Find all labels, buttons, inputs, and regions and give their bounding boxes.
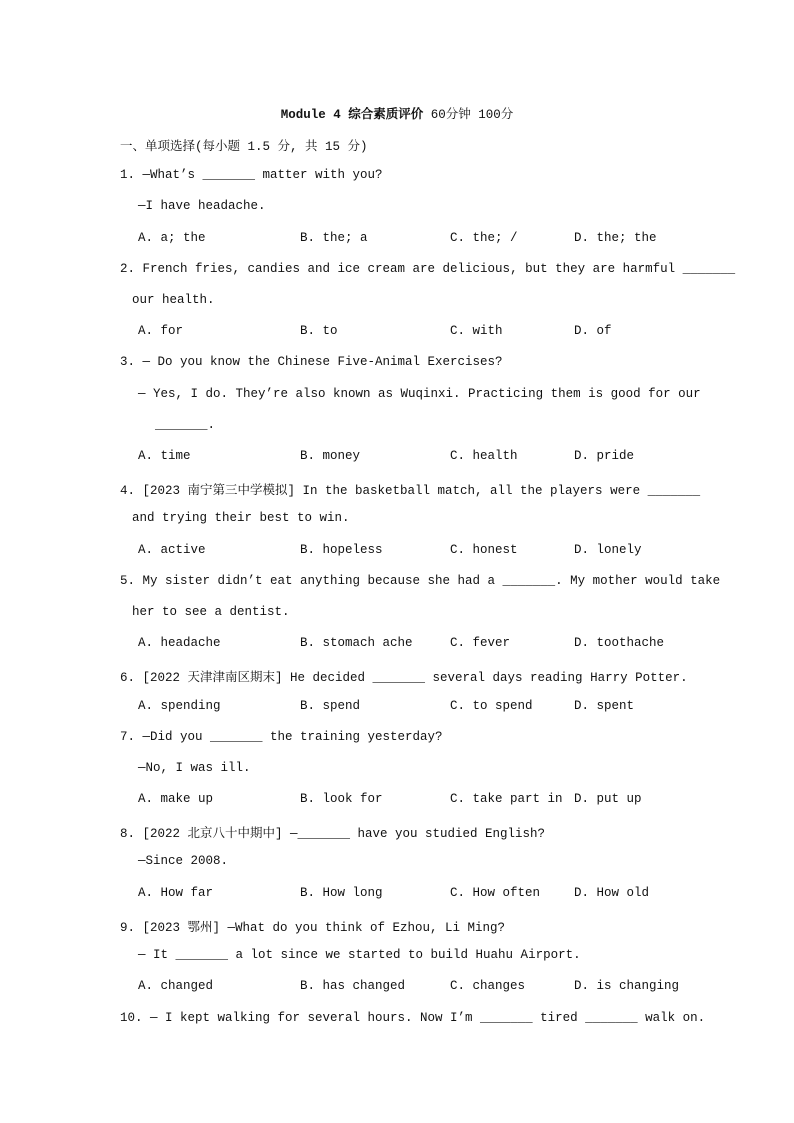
question-stem: 7. —Did you _______ the training yesterday? bbox=[120, 730, 443, 744]
answer-option: D. spent bbox=[574, 699, 635, 713]
answer-option: B. How long bbox=[300, 886, 383, 900]
answer-option: B. look for bbox=[300, 792, 383, 806]
answer-option: C. with bbox=[450, 324, 503, 338]
question-stem: 8. [2022 北京八十中期中] —_______ have you studied English? bbox=[120, 827, 546, 841]
title-time-score: 60分钟 100分 bbox=[430, 108, 514, 122]
answer-option: C. health bbox=[450, 449, 518, 463]
question-line: — It _______ a lot since we started to build Huahu Airport. bbox=[138, 948, 581, 962]
answer-option: A. headache bbox=[138, 636, 221, 650]
question-line: our health. bbox=[132, 293, 215, 307]
answer-option: B. money bbox=[300, 449, 361, 463]
question-line: and trying their best to win. bbox=[132, 511, 350, 525]
question-stem: 1. —What’s _______ matter with you? bbox=[120, 168, 383, 182]
answer-option: D. How old bbox=[574, 886, 650, 900]
answer-option: A. time bbox=[138, 449, 191, 463]
page-title bbox=[0, 104, 794, 122]
answer-option: D. toothache bbox=[574, 636, 665, 650]
title-main: Module 4 综合素质评价 bbox=[280, 108, 424, 122]
answer-option: C. take part in bbox=[450, 792, 563, 806]
question-stem: 4. [2023 南宁第三中学模拟] In the basketball match, all the players were _______ bbox=[120, 484, 701, 498]
answer-option: A. spending bbox=[138, 699, 221, 713]
answer-option: C. changes bbox=[450, 979, 526, 993]
answer-option: D. the; the bbox=[574, 231, 657, 245]
answer-option: D. lonely bbox=[574, 543, 642, 557]
question-line: _______. bbox=[155, 418, 216, 432]
answer-option: B. hopeless bbox=[300, 543, 383, 557]
question-line: her to see a dentist. bbox=[132, 605, 290, 619]
answer-option: A. changed bbox=[138, 979, 214, 993]
answer-option: C. the; / bbox=[450, 231, 518, 245]
question-stem: 10. — I kept walking for several hours. Now I’m _______ tired _______ walk on. bbox=[120, 1011, 706, 1025]
answer-option: B. to bbox=[300, 324, 338, 338]
answer-option: D. pride bbox=[574, 449, 635, 463]
answer-option: C. fever bbox=[450, 636, 511, 650]
answer-option: C. How often bbox=[450, 886, 541, 900]
answer-option: C. to spend bbox=[450, 699, 533, 713]
answer-option: A. How far bbox=[138, 886, 214, 900]
answer-option: A. a; the bbox=[138, 231, 206, 245]
answer-option: B. the; a bbox=[300, 231, 368, 245]
answer-option: D. of bbox=[574, 324, 612, 338]
question-stem: 5. My sister didn’t eat anything because she had a _______. My mother would take bbox=[120, 574, 721, 588]
section-heading: 一、单项选择(每小题 1.5 分, 共 15 分) bbox=[120, 140, 368, 154]
question-stem: 3. — Do you know the Chinese Five-Animal Exercises? bbox=[120, 355, 503, 369]
question-stem: 2. French fries, candies and ice cream are delicious, but they are harmful _______ bbox=[120, 262, 736, 276]
answer-option: C. honest bbox=[450, 543, 518, 557]
question-stem: 6. [2022 天津津南区期末] He decided _______ several days reading Harry Potter. bbox=[120, 671, 688, 685]
answer-option: B. spend bbox=[300, 699, 361, 713]
question-line: —No, I was ill. bbox=[138, 761, 251, 775]
answer-option: B. has changed bbox=[300, 979, 406, 993]
answer-option: B. stomach ache bbox=[300, 636, 413, 650]
answer-option: D. put up bbox=[574, 792, 642, 806]
answer-option: D. is changing bbox=[574, 979, 680, 993]
question-line: —I have headache. bbox=[138, 199, 266, 213]
answer-option: A. for bbox=[138, 324, 184, 338]
answer-option: A. make up bbox=[138, 792, 214, 806]
answer-option: A. active bbox=[138, 543, 206, 557]
question-stem: 9. [2023 鄂州] —What do you think of Ezhou, Li Ming? bbox=[120, 921, 506, 935]
question-line: — Yes, I do. They’re also known as Wuqinxi. Practicing them is good for our bbox=[138, 387, 701, 401]
question-line: —Since 2008. bbox=[138, 854, 229, 868]
